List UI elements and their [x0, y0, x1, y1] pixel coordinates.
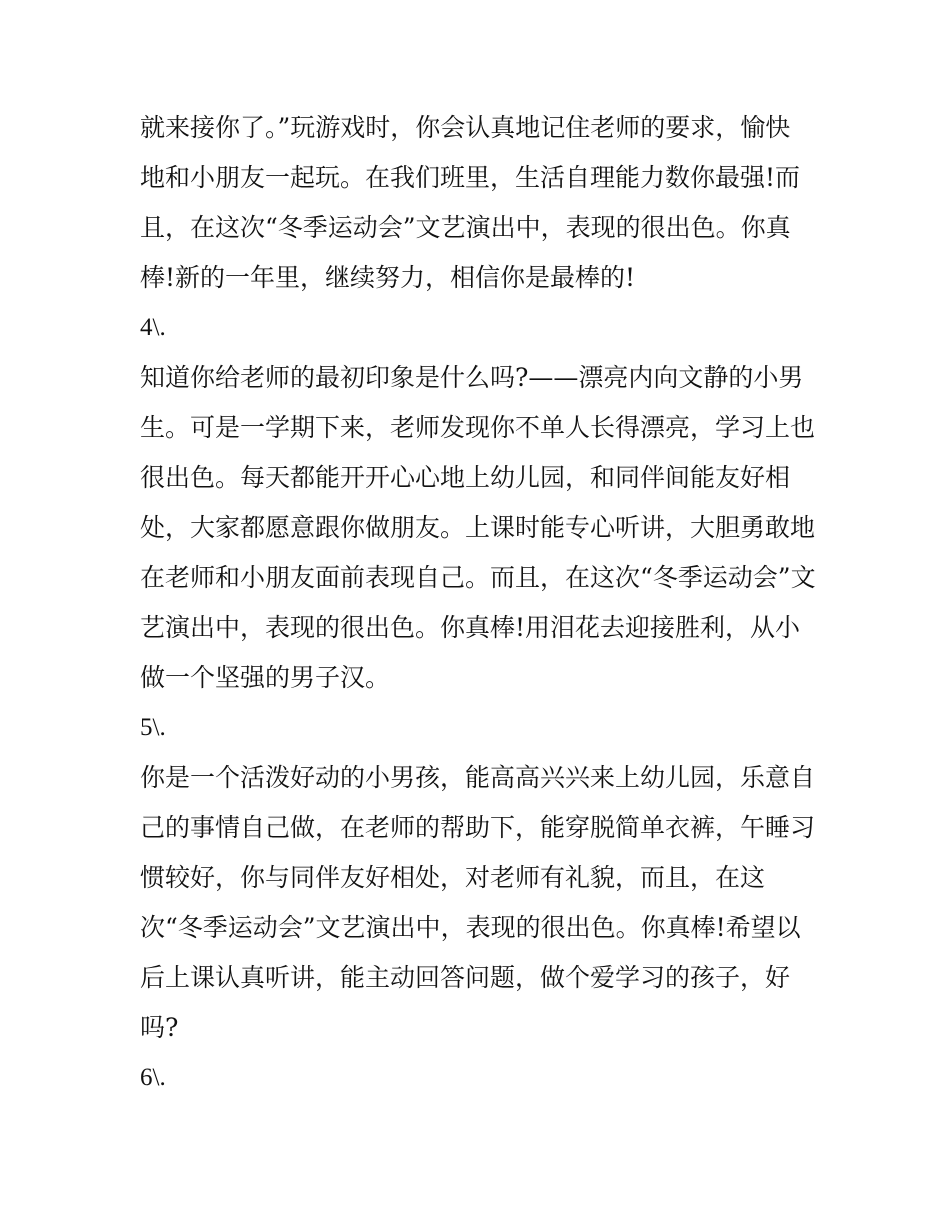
text-line: 次“冬季运动会”文艺演出中，表现的很出色。你真棒!希望以	[140, 913, 801, 942]
text-line: 很出色。每天都能开开心心地上幼儿园，和同伴间能友好相	[140, 463, 791, 492]
section-number: 4\.	[140, 314, 166, 341]
text-line: 己的事情自己做，在老师的帮助下，能穿脱简单衣裤，午睡习	[140, 813, 816, 842]
text-line: 在老师和小朋友面前表现自己。而且，在这次“冬季运动会”文	[140, 563, 816, 592]
text-line: 地和小朋友一起玩。在我们班里，生活自理能力数你最强!而	[140, 163, 801, 192]
text-line: 惯较好，你与同伴友好相处，对老师有礼貌，而且，在这	[140, 863, 766, 892]
text-line: 处，大家都愿意跟你做朋友。上课时能专心听讲，大胆勇敢地	[140, 513, 816, 542]
text-line: 棒!新的一年里，继续努力，相信你是最棒的!	[140, 263, 636, 292]
text-line: 做一个坚强的男子汉。	[140, 663, 391, 692]
section-number: 5\.	[140, 714, 166, 741]
text-line: 生。可是一学期下来，老师发现你不单人长得漂亮，学习上也	[140, 413, 816, 442]
text-line: 吗?	[140, 1013, 179, 1042]
text-line: 你是一个活泼好动的小男孩，能高高兴兴来上幼儿园，乐意自	[140, 763, 816, 792]
text-line: 就来接你了。”玩游戏时，你会认真地记住老师的要求，愉快	[140, 113, 791, 142]
text-line: 且，在这次“冬季运动会”文艺演出中，表现的很出色。你真	[140, 213, 791, 242]
text-line: 知道你给老师的最初印象是什么吗?——漂亮内向文静的小男	[140, 363, 804, 392]
text-line: 艺演出中，表现的很出色。你真棒!用泪花去迎接胜利，从小	[140, 613, 801, 642]
section-number: 6\.	[140, 1064, 166, 1091]
text-line: 后上课认真听讲，能主动回答问题，做个爱学习的孩子，好	[140, 963, 791, 992]
